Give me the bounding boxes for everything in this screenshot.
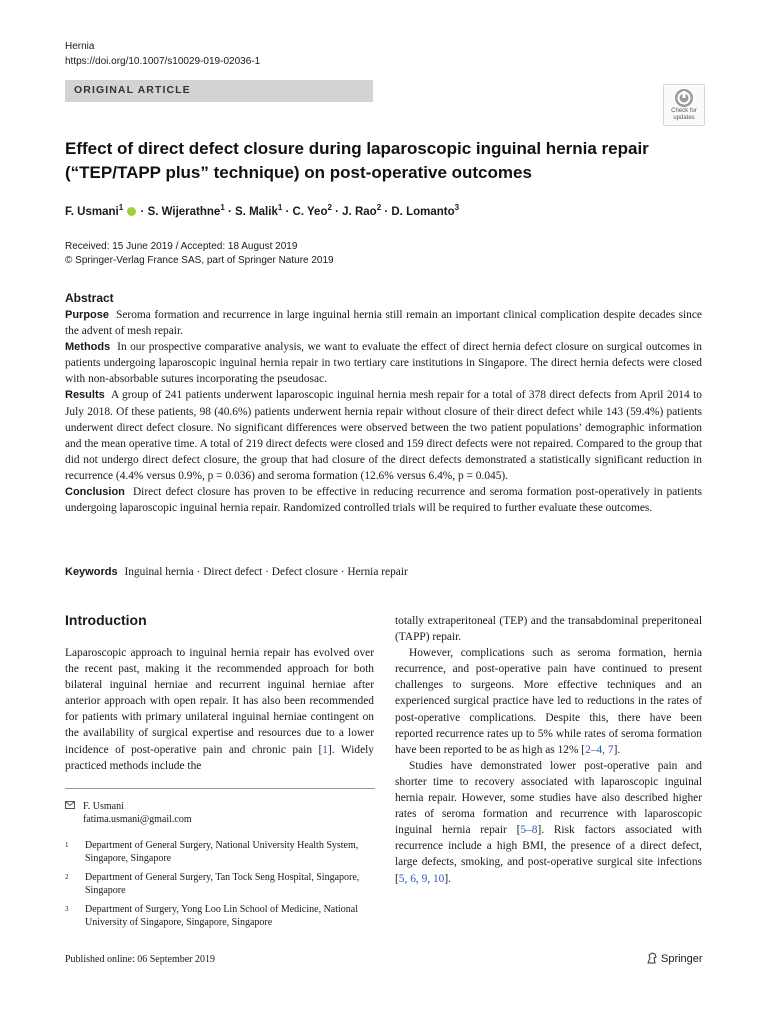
affiliation-text: Department of General Surgery, National University Health System, Singapore, Singapore — [85, 840, 359, 864]
orcid-icon[interactable] — [127, 207, 136, 216]
paragraph-text: However, complications such as seroma formation, hernia recurrence, and post-operative pain have continued to present challenges to surgeons. More effective techniques and an experienced surgical practice have led to reductions in the rates of post-operative complications. Despite this, there have been reported recurrence rates up to 5% while rates of seroma formation have been reported to be as high as 12% [ — [395, 647, 702, 756]
abstract-heading: Abstract — [65, 291, 114, 305]
keywords-text: Inguinal hernia · Direct defect · Defect closure · Hernia repair — [124, 566, 408, 578]
author-affiliation: 1 — [277, 203, 283, 212]
author-list: F. Usmani$^1$ · S. Wijerathne$^1$ · S. Malik$^1$ · C. Yeo$^2$ · J. Rao$^2$ · D. Lomanto$^3$ — [65, 203, 460, 218]
author-affiliation: 2 — [327, 203, 332, 212]
purpose-text: Seroma formation and recurrence in large inguinal hernia still remain an important clinical complication despite decades since the advent of mesh repair. — [65, 309, 702, 338]
methods-label: Methods — [65, 341, 111, 354]
results-text: A group of 241 patients underwent laparoscopic inguinal hernia mesh repair for a total of 378 direct defects from April 2014 to July 2018. Of these patients, 98 (40.6%) patients underwent hernia repair without closure of their direct defect while 143 (59.4%) patients underwent direct defect closure. No significant differences were observed between the two patient populations’ demographic information and the mean operative time. A total of 219 direct defects were closed and 159 direct defects were not repaired. Compared to the group that did not undergo direct defect closure, the group that had closure of the direct defects demonstrated a statistically significant reduction in recurrence (4.4% versus 0.9%, p = 0.036) and seroma formation (12.6% versus 6.4%, p = 0.045). — [65, 389, 702, 482]
author-name[interactable]: C. Yeo — [292, 205, 328, 218]
abstract-conclusion — [65, 484, 702, 516]
received-accepted-dates: Received: 15 June 2019 / Accepted: 18 August 2019 — [65, 241, 298, 252]
paragraph-text: ]. Widely practiced methods include the — [65, 743, 374, 772]
corresponding-author-email[interactable]: fatima.usmani@gmail.com — [83, 814, 192, 825]
author-name[interactable]: S. Malik — [235, 205, 278, 218]
publisher-logo — [646, 952, 703, 965]
paragraph-text: ]. — [613, 743, 621, 756]
affiliation-3 — [65, 903, 375, 931]
methods-text: In our prospective comparative analysis, we want to evaluate the effect of direct hernia defect closure on surgical outcomes in patients undergoing laparoscopic inguinal hernia repair in two tertiary care institutions in Singapore. The direct hernia defects were closed with non-absorbable sutures incorporating the pseudosac. — [65, 341, 702, 386]
corresponding-author — [65, 800, 192, 826]
check-for-updates-badge[interactable] — [663, 84, 705, 126]
affiliation-2 — [65, 871, 375, 899]
journal-name: Hernia — [65, 41, 95, 52]
doi-link[interactable]: https://doi.org/10.1007/s10029-019-02036-1 — [65, 56, 261, 67]
abstract-purpose — [65, 307, 702, 339]
publisher-name: Springer — [661, 953, 703, 965]
intro-paragraph — [395, 758, 702, 887]
mail-icon[interactable] — [65, 801, 75, 809]
author-name[interactable]: J. Rao — [342, 205, 377, 218]
conclusion-label: Conclusion — [65, 486, 125, 499]
author-affiliation: 2 — [376, 203, 382, 212]
intro-paragraph — [65, 645, 374, 774]
update-check-icon — [674, 88, 694, 108]
paragraph-text: ]. Risk factors associated with recurrence include a high BMI, the presence of a direct defect, large defects, smoking, and post-operative surgical site infections [ — [395, 824, 702, 885]
affiliation-number: 3 — [65, 905, 69, 913]
copyright-notice: © Springer-Verlag France SAS, part of Springer Nature 2019 — [65, 255, 334, 266]
citation-link[interactable]: 5, 6, 9, 10 — [398, 872, 445, 885]
author-affiliation: 1 — [118, 203, 124, 212]
right-column — [395, 613, 702, 887]
conclusion-text: Direct defect closure has proven to be effective in reducing recurrence and seroma formation post-operatively in patients undergoing laparoscopic inguinal hernia repair. Randomized controlled trials will be required to further evaluate these outcomes. — [65, 486, 702, 515]
affiliation-text: Department of General Surgery, Tan Tock Seng Hospital, Singapore, Singapore — [85, 872, 360, 896]
affiliation-1 — [65, 839, 375, 867]
paragraph-text: ]. — [444, 872, 452, 885]
results-label: Results — [65, 389, 105, 402]
article-type-bar — [65, 80, 373, 102]
check-for-updates-text: Check for updates — [671, 108, 697, 121]
author-name[interactable]: F. Usmani — [65, 205, 119, 218]
keywords-label: Keywords — [65, 566, 118, 578]
citation-link[interactable]: 5–8 — [520, 824, 538, 837]
paragraph-text: Laparoscopic approach to inguinal hernia repair has evolved over the recent past, making it the recommended approach for both bilateral inguinal herniae and recurrent inguinal herniae after anterior approach with open repair. It has also been recommended for patients with primary unilateral inguinal herniae contingent on the availability of surgical expertise and resources due to a lower incidence of post-operative pain and chronic pain [ — [65, 647, 374, 756]
corresponding-author-name: F. Usmani — [83, 801, 124, 812]
abstract-methods — [65, 339, 702, 387]
footnote-divider — [65, 788, 375, 789]
springer-horse-icon — [646, 952, 658, 964]
author-affiliation: 3 — [454, 203, 460, 212]
published-online-date: Published online: 06 September 2019 — [65, 954, 215, 965]
intro-paragraph — [395, 645, 702, 758]
author-name[interactable]: D. Lomanto — [391, 205, 455, 218]
affiliation-number: 1 — [65, 841, 69, 849]
purpose-label: Purpose — [65, 309, 110, 321]
paragraph-text: Studies have demonstrated lower post-operative pain and shorter time to recovery associated with laparoscopic inguinal hernia repair. However, some studies have also described higher rates of seroma formation and recurrence with laparoscopic inguinal hernia repair [ — [395, 759, 702, 837]
abstract-body — [65, 307, 702, 516]
abstract-results — [65, 387, 702, 484]
introduction-heading: Introduction — [65, 612, 147, 628]
article-title: Effect of direct defect closure during laparoscopic inguinal hernia repair (“TEP/TAPP plus” technique) on post-operative outcomes — [65, 139, 649, 182]
citation-link[interactable]: 2–4, 7 — [585, 743, 614, 756]
author-name[interactable]: S. Wijerathne — [147, 205, 221, 218]
article-type-label: ORIGINAL ARTICLE — [74, 84, 191, 96]
affiliation-text: Department of Surgery, Yong Loo Lin School of Medicine, National University of Singapore, Singapore, Singapore — [85, 904, 359, 928]
keywords — [65, 566, 702, 578]
intro-paragraph: totally extraperitoneal (TEP) and the transabdominal preperitoneal (TAPP) repair. — [395, 615, 702, 644]
citation-link[interactable]: 1 — [322, 743, 328, 756]
left-column — [65, 645, 374, 774]
author-affiliation: 1 — [220, 203, 225, 212]
affiliation-number: 2 — [65, 873, 69, 881]
